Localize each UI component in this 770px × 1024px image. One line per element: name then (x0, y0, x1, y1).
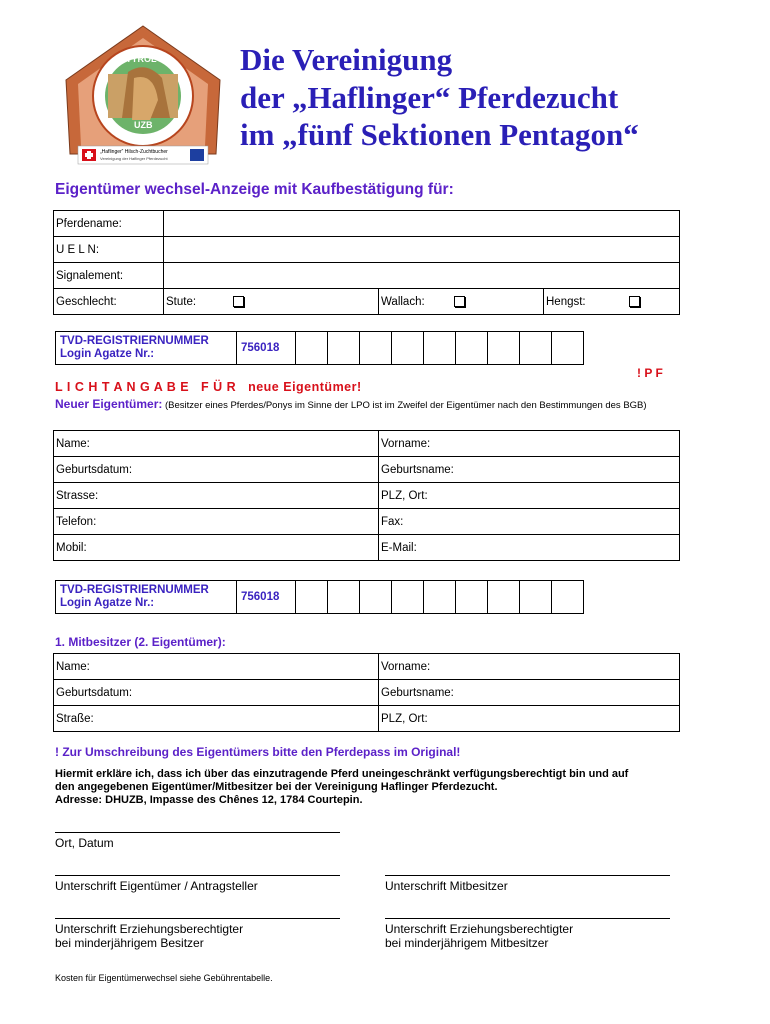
wallach-checkbox[interactable] (454, 296, 465, 307)
header-title-line-2: der „Haflinger“ Pferdezucht (240, 80, 619, 115)
tvd-digit-box[interactable] (328, 332, 360, 365)
guardian-owner-signature-line[interactable] (55, 918, 340, 919)
new-owner-heading: Neuer Eigentümer: (55, 397, 163, 411)
header-title-line-1: Die Vereinigung (240, 42, 453, 77)
owner-zip-city-field[interactable]: PLZ, Ort: (379, 483, 680, 509)
tvd-digit-box[interactable] (360, 581, 392, 614)
new-owner-intro (55, 398, 675, 412)
pf-marker: ! P F (637, 366, 663, 380)
tvd-number-table-2 (55, 580, 584, 614)
owner-name-field[interactable]: Name: (54, 431, 379, 457)
tvd-digit-box[interactable] (552, 332, 584, 365)
guardian-co-owner-signature-line[interactable] (385, 918, 670, 919)
owner-mobile-field[interactable]: Mobil: (54, 535, 379, 561)
co-owner-birthdate-field[interactable]: Geburtsdatum: (54, 680, 379, 706)
tvd-digit-box[interactable] (296, 332, 328, 365)
guardian-co-owner-label: Unterschrift Erziehungsberechtigter bei minderjährigem Mitbesitzer (385, 922, 574, 950)
form-title: Eigentümer wechsel-Anzeige mit Kaufbestätigung für: (55, 181, 454, 198)
co-owner-street-field[interactable]: Straße: (54, 706, 379, 732)
co-owner-firstname-field[interactable]: Vorname: (379, 654, 680, 680)
co-owner-birthname-field[interactable]: Geburtsname: (379, 680, 680, 706)
owner-email-field[interactable]: E-Mail: (379, 535, 680, 561)
horse-info-table (53, 210, 680, 315)
declaration-text (55, 768, 685, 807)
lichtangabe-heading: L I C H T A N G A B E F Ü R neue Eigentümer! (55, 380, 362, 394)
owner-fax-field[interactable]: Fax: (379, 509, 680, 535)
tvd-digit-box[interactable] (360, 332, 392, 365)
ueln-field[interactable] (164, 237, 680, 263)
tvd-label-2: TVD-REGISTRIERNUMMER Login Agatze Nr.: (56, 581, 237, 614)
owner-signature-line[interactable] (55, 875, 340, 876)
signalement-field[interactable] (164, 263, 680, 289)
logo-top-text: TYROL (126, 54, 157, 64)
tvd-digit-box[interactable] (424, 332, 456, 365)
tvd-digit-box[interactable] (456, 332, 488, 365)
hengst-checkbox[interactable] (629, 296, 640, 307)
logo-banner-subtext: Vereinigung der Haflinger Pferdezucht (100, 156, 168, 161)
pass-notice: ! Zur Umschreibung des Eigentümers bitte den Pferdepass im Original! (55, 745, 461, 759)
new-owner-table (53, 430, 680, 561)
tvd-label-1: TVD-REGISTRIERNUMMER Login Agatze Nr.: (56, 332, 237, 365)
co-owner-signature-label: Unterschrift Mitbesitzer (385, 879, 508, 893)
horse-name-field[interactable] (164, 211, 680, 237)
gender-label: Geschlecht: (54, 289, 164, 315)
guardian-owner-label: Unterschrift Erziehungsberechtigter bei minderjährigem Besitzer (55, 922, 244, 950)
header-title-line-3: im „fünf Sektionen Pentagon“ (240, 117, 639, 152)
tvd-prefix-2: 756018 (237, 581, 296, 614)
organization-logo (58, 22, 228, 172)
hengst-label: Hengst: (546, 295, 586, 308)
ort-datum-label: Ort, Datum (55, 836, 114, 850)
tvd-digit-box[interactable] (488, 332, 520, 365)
gender-stute-cell (164, 289, 379, 315)
ort-datum-line[interactable] (55, 832, 340, 833)
tvd-digit-box[interactable] (552, 581, 584, 614)
gender-hengst-cell (544, 289, 680, 315)
tvd-digit-box[interactable] (392, 581, 424, 614)
logo-bottom-text: UZB (134, 120, 153, 130)
owner-phone-field[interactable]: Telefon: (54, 509, 379, 535)
tvd-prefix-1: 756018 (237, 332, 296, 365)
declaration-line-3: Adresse: DHUZB, Impasse des Chênes 12, 1784 Courtepin. (55, 794, 363, 806)
tvd-digit-box[interactable] (456, 581, 488, 614)
owner-street-field[interactable]: Strasse: (54, 483, 379, 509)
owner-firstname-field[interactable]: Vorname: (379, 431, 680, 457)
declaration-line-1: Hiermit erkläre ich, dass ich über das einzutragende Pferd uneingeschränkt verfügungsberechtigt bin und auf (55, 768, 629, 780)
tvd-digit-box[interactable] (392, 332, 424, 365)
co-owner-heading: 1. Mitbesitzer (2. Eigentümer): (55, 635, 226, 649)
owner-birthdate-field[interactable]: Geburtsdatum: (54, 457, 379, 483)
declaration-line-2: den angegebenen Eigentümer/Mitbesitzer bei der Vereinigung Haflinger Pferdezucht. (55, 781, 498, 793)
co-owner-name-field[interactable]: Name: (54, 654, 379, 680)
logo-banner-text: „Haflinger“ Hilsch-Zuchtbucher (100, 149, 168, 155)
signalement-label: Signalement: (54, 263, 164, 289)
ueln-label: U E L N: (54, 237, 164, 263)
footer-note: Kosten für Eigentümerwechsel siehe Gebührentabelle. (55, 973, 273, 983)
gender-wallach-cell (379, 289, 544, 315)
tvd-digit-box[interactable] (488, 581, 520, 614)
owner-birthname-field[interactable]: Geburtsname: (379, 457, 680, 483)
co-owner-zip-city-field[interactable]: PLZ, Ort: (379, 706, 680, 732)
co-owner-table (53, 653, 680, 732)
owner-signature-label: Unterschrift Eigentümer / Antragsteller (55, 879, 258, 893)
tvd-digit-box[interactable] (520, 332, 552, 365)
co-owner-signature-line[interactable] (385, 875, 670, 876)
stute-checkbox[interactable] (233, 296, 244, 307)
tvd-digit-box[interactable] (328, 581, 360, 614)
tvd-digit-box[interactable] (520, 581, 552, 614)
wallach-label: Wallach: (381, 295, 425, 308)
tvd-digit-box[interactable] (296, 581, 328, 614)
tvd-number-table-1 (55, 331, 584, 365)
stute-label: Stute: (166, 295, 197, 308)
tvd-digit-box[interactable] (424, 581, 456, 614)
horse-name-label: Pferdename: (54, 211, 164, 237)
new-owner-note: (Besitzer eines Pferdes/Ponys im Sinne der LPO ist im Zweifel der Eigentümer nach den Bestimmungen des BGB) (165, 400, 647, 411)
